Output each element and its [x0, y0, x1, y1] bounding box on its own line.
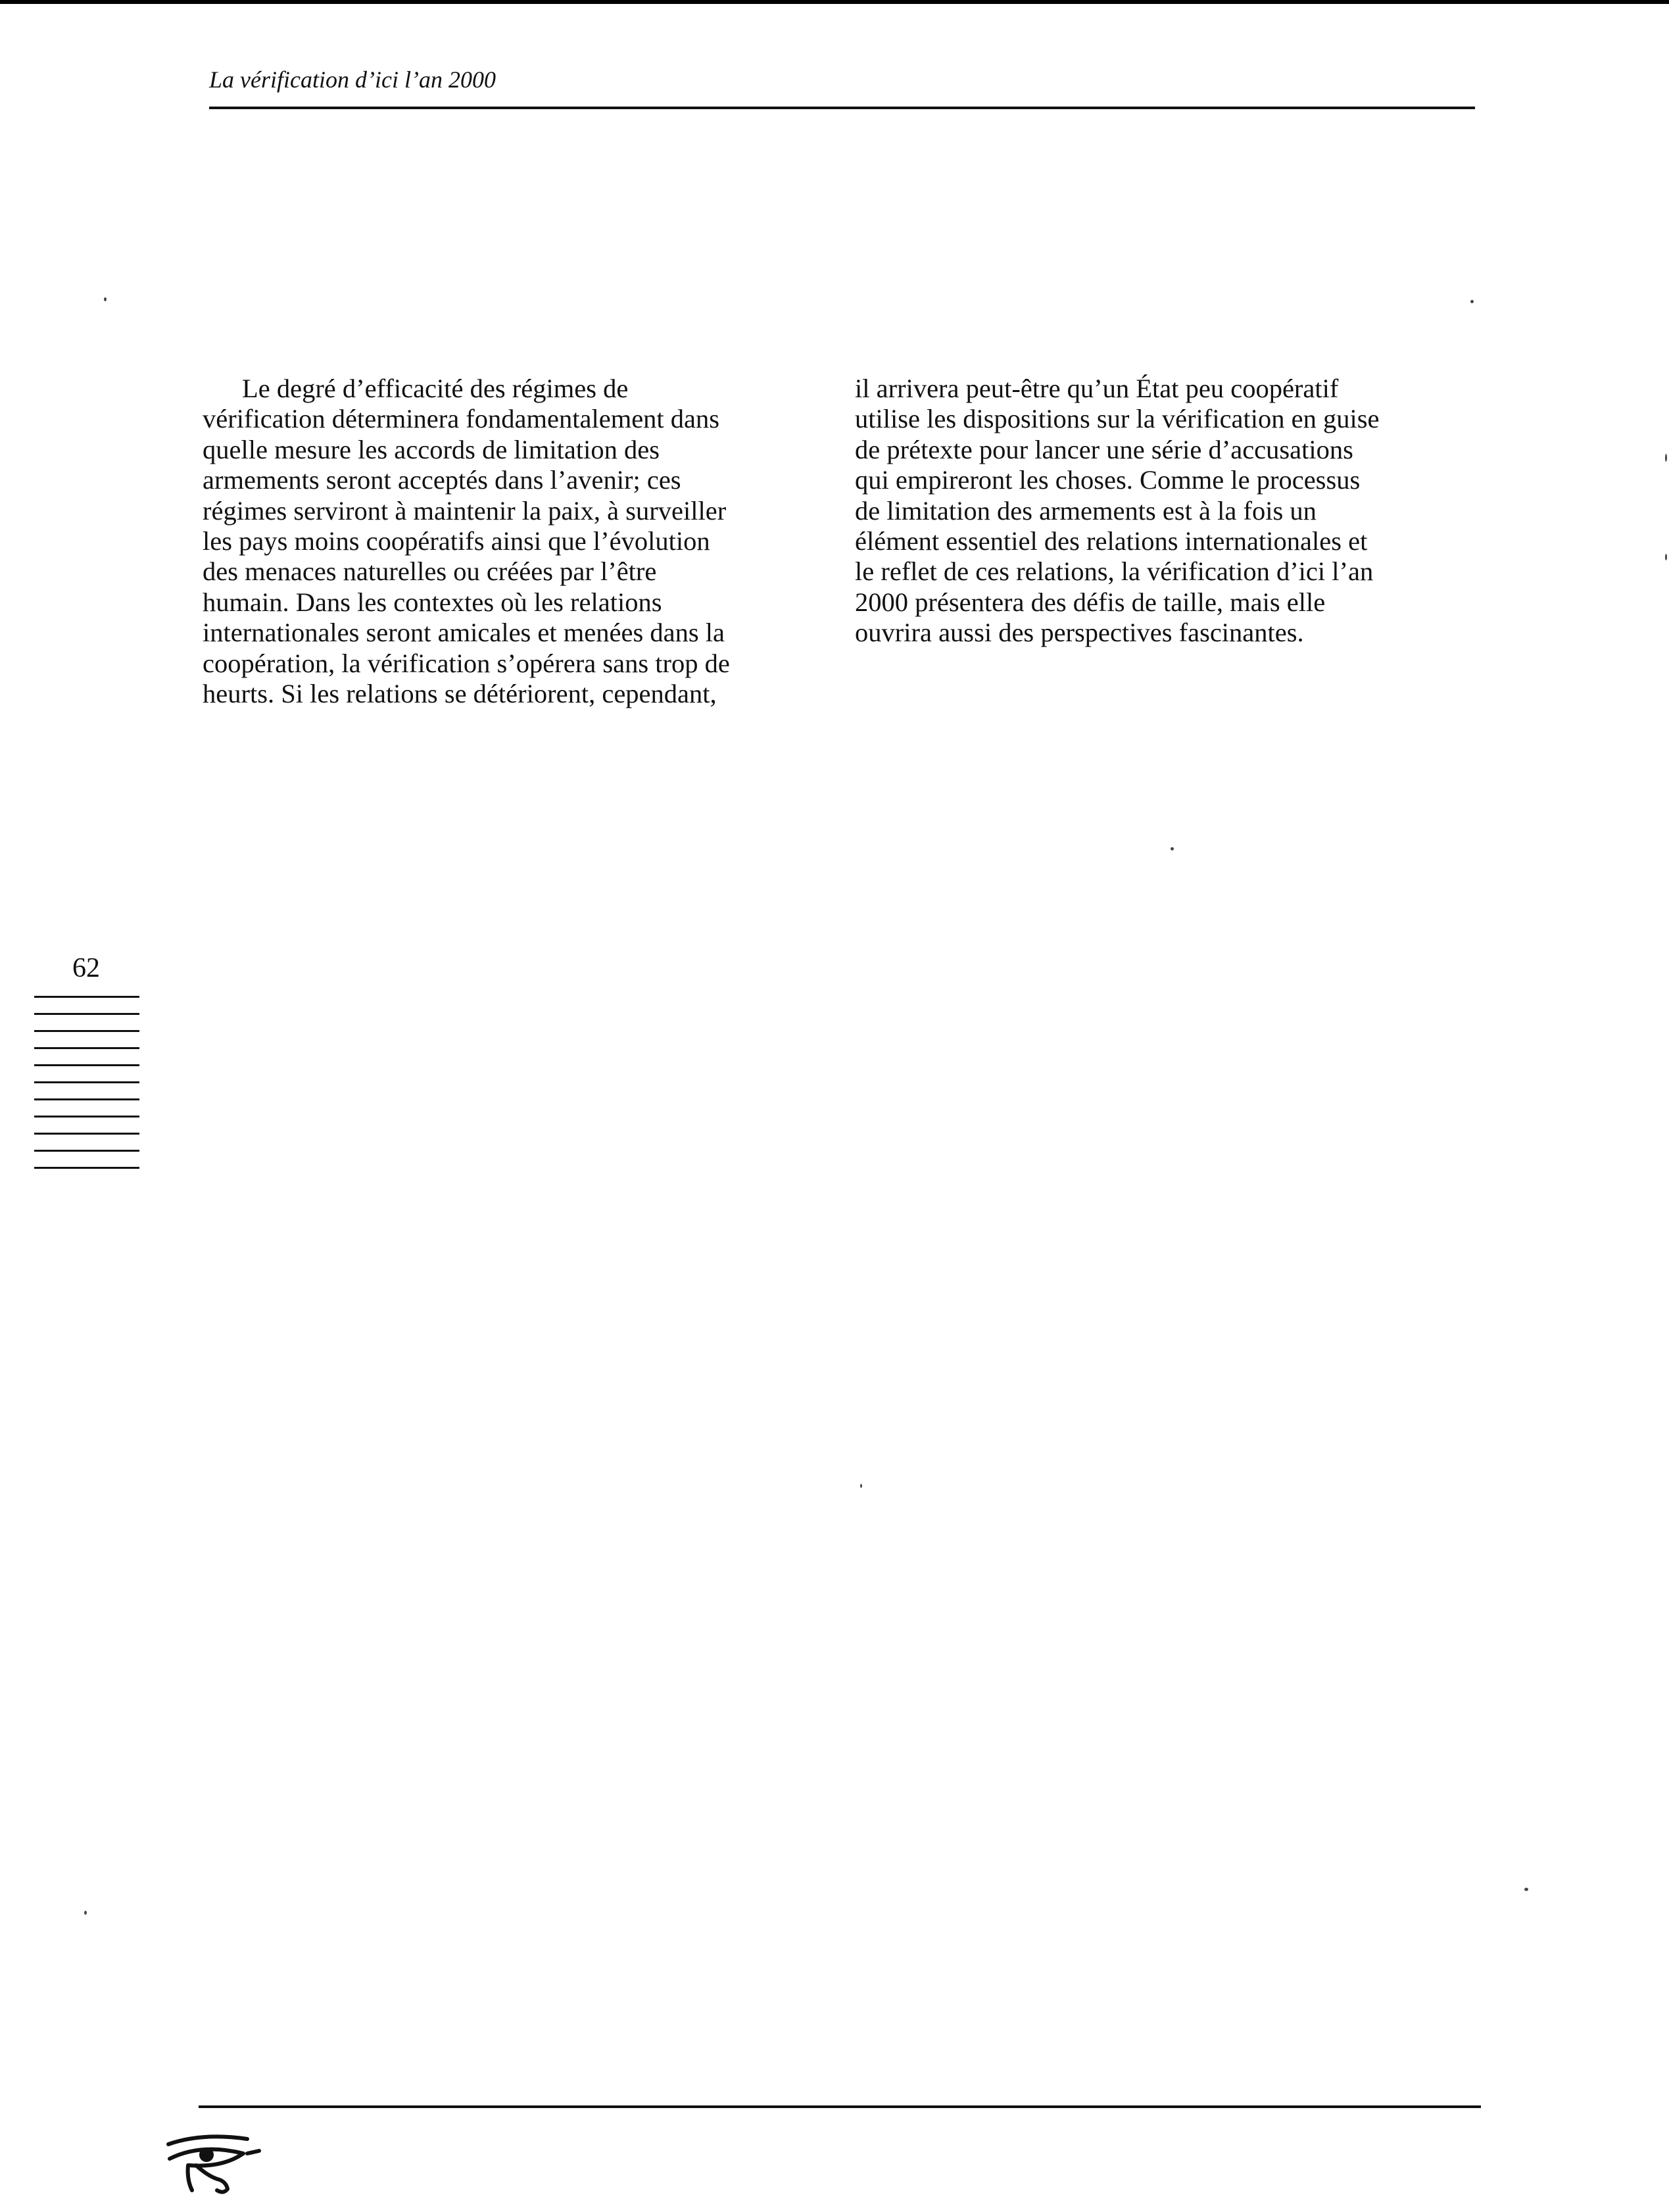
text-line: vérification déterminera fondamentalement dans: [203, 404, 720, 434]
margin-rule: [34, 1150, 139, 1152]
margin-rule-stack: [34, 996, 139, 1173]
margin-rule: [34, 996, 139, 998]
scan-speck: [1665, 454, 1667, 462]
text-line: élément essentiel des relations internationales et: [855, 526, 1368, 556]
text-line: quelle mesure les accords de limitation des: [203, 434, 660, 464]
scan-speck: [1171, 847, 1174, 850]
right-paragraph: [855, 374, 1473, 649]
scan-speck: [1470, 300, 1474, 303]
text-line: de prétexte pour lancer une série d’accusations: [855, 434, 1353, 464]
left-column: [203, 374, 821, 709]
margin-rule: [34, 1098, 139, 1100]
text-line: les pays moins coopératifs ainsi que l’évolution: [203, 526, 710, 556]
margin-rule: [34, 1064, 139, 1066]
margin-rule: [34, 1081, 139, 1083]
footer-rule: [199, 2105, 1481, 2108]
text-line: régimes serviront à maintenir la paix, à surveiller: [203, 495, 727, 526]
text-line: utilise les dispositions sur la vérification en guise: [855, 404, 1380, 434]
eye-of-horus-icon: [163, 2131, 262, 2197]
text-line: le reflet de ces relations, la vérification d’ici l’an: [855, 556, 1374, 587]
scan-speck: [1665, 554, 1667, 560]
text-line: Le degré d’efficacité des régimes de: [242, 374, 629, 403]
scan-speck: [1524, 1888, 1528, 1891]
text-line: il arrivera peut-être qu’un État peu coopératif: [855, 374, 1339, 403]
text-line: internationales seront amicales et menées dans la: [203, 618, 725, 648]
text-line: de limitation des armements est à la fois un: [855, 495, 1317, 526]
scan-speck: [104, 297, 107, 301]
text-line: heurts. Si les relations se détériorent, cependant,: [203, 679, 717, 709]
margin-rule: [34, 1133, 139, 1135]
text-line: qui empireront les choses. Comme le processus: [855, 465, 1361, 495]
scan-speck: [860, 1484, 862, 1488]
margin-rule: [34, 1167, 139, 1169]
scan-speck: [84, 1911, 87, 1915]
margin-rule: [34, 1013, 139, 1015]
header-rule: [209, 107, 1475, 109]
left-paragraph: [203, 374, 821, 709]
text-line: armements seront acceptés dans l’avenir; ces: [203, 465, 681, 495]
text-line: des menaces naturelles ou créées par l’être: [203, 556, 657, 587]
margin-rule: [34, 1030, 139, 1032]
text-line: ouvrira aussi des perspectives fascinantes.: [855, 618, 1304, 648]
text-line: 2000 présentera des défis de taille, mais elle: [855, 587, 1326, 617]
text-line: humain. Dans les contextes où les relations: [203, 587, 662, 617]
right-column: [855, 374, 1473, 649]
page-number: 62: [72, 953, 100, 983]
running-head: La vérification d’ici l’an 2000: [209, 66, 496, 93]
page-top-edge: [0, 0, 1669, 4]
margin-rule: [34, 1047, 139, 1049]
text-line: coopération, la vérification s’opérera sans trop de: [203, 648, 730, 678]
margin-rule: [34, 1116, 139, 1118]
